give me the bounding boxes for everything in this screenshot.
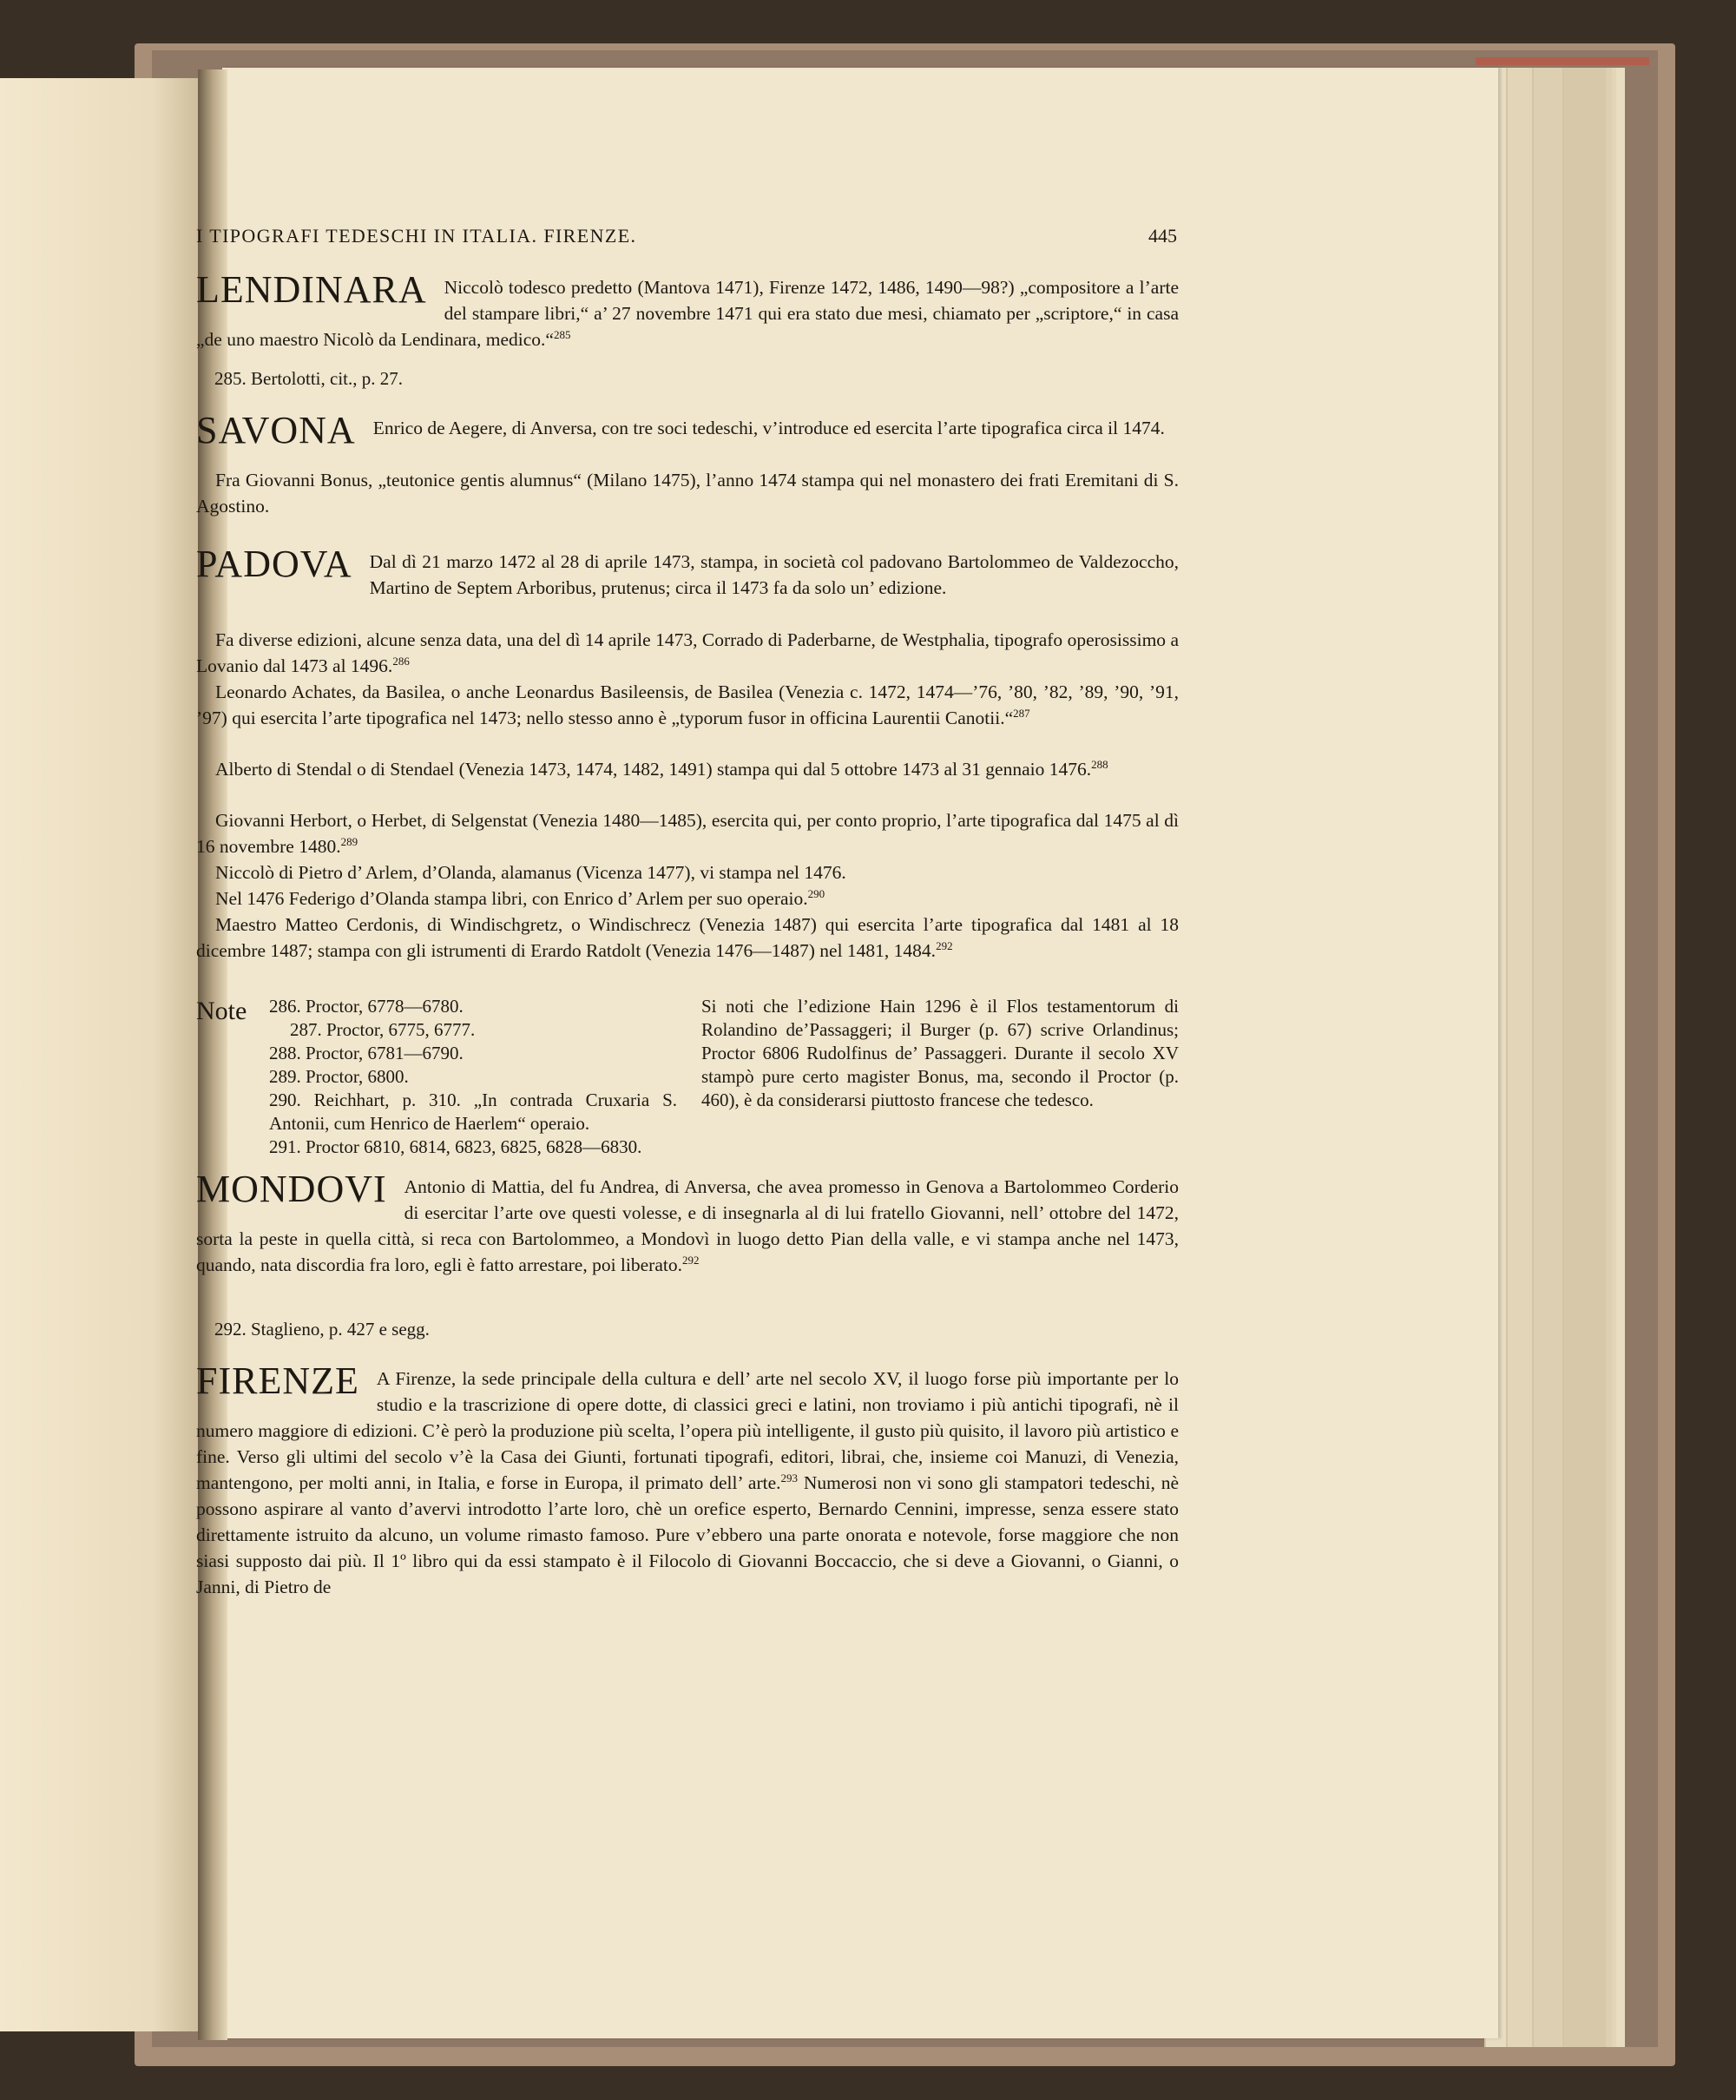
- note-item: 287. Proctor, 6775, 6777.: [290, 1019, 476, 1040]
- city-heading: FIRENZE: [196, 1359, 359, 1402]
- footnote-ref: 289: [340, 834, 358, 848]
- footnote-ref: 292: [936, 938, 953, 952]
- note-item: 291. Proctor 6810, 6814, 6823, 6825, 6828—6830.: [269, 1136, 642, 1157]
- book-gutter: [198, 69, 227, 2040]
- page-stack-edge: [1562, 68, 1606, 2047]
- paragraph: Maestro Matteo Cerdonis, di Windischgretz, o Windischrecz (Venezia 1487) qui esercita l’arte tipografica dal 1481 al 18 dicembre 1487; stampa con gli istrumenti di Erardo Ratdolt (Venezia 1476—1487) nel 1481, 1484.$^{292}$: [196, 914, 1179, 961]
- footnote-ref: 286: [392, 654, 410, 668]
- paragraph: Alberto di Stendal o di Stendael (Venezia 1473, 1474, 1482, 1491) stampa qui dal 5 ottobre 1473 al 31 gennaio 1476.$^{288}$: [215, 757, 1108, 780]
- red-page-edge: [1476, 57, 1649, 65]
- note-item: 288. Proctor, 6781—6790.: [269, 1043, 464, 1063]
- footnote-ref: 293: [780, 1471, 799, 1484]
- section-text: Numerosi non vi sono gli stampatori tedeschi, nè possono aspirare al vanto d’avervi introdotto l’arte loro, chè un orefice esperto, Bernardo Cennini, impresse, senza essere stato direttamente istruito da alcuno, un volume rimasto famoso. Pure v’ebbero una parte onorata e notevole, forse maggiore che non siasi supposto dai più. Il 1º libro qui da essi stampato è il Filocolo di Giovanni Boccaccio, che si deve a Giovanni, o Gianni, o Janni, di Pietro de: [196, 1472, 1179, 1597]
- paragraph: Leonardo Achates, da Basilea, o anche Leonardus Basileensis, de Basilea (Venezia c. 1472, 1474—’76, ’80, ’82, ’89, ’90, ’91, ’97) qui esercita l’arte tipografica nel 1473; nello stesso anno è „typorum fusor in officina Laurentii Canotii.“$^{287}$: [196, 681, 1179, 728]
- footnote-ref: 287: [1013, 706, 1030, 720]
- section-text: Enrico de Aegere, di Anversa, con tre soci tedeschi, v’introduce ed esercita l’arte tipografica circa il 1474.: [372, 418, 1165, 438]
- section-firenze: [196, 1359, 1179, 1600]
- city-heading: SAVONA: [196, 409, 356, 451]
- footnote-ref: 292: [681, 1253, 700, 1267]
- paragraph: Fa diverse edizioni, alcune senza data, una del dì 14 aprile 1473, Corrado di Paderbarne, de Westphalia, tipografo operosissimo a Lovanio dal 1473 al 1496.$^{286}$: [196, 629, 1179, 676]
- paragraph: Giovanni Herbort, o Herbet, di Selgenstat (Venezia 1480—1485), esercita qui, per conto proprio, l’arte tipografica dal 1475 al dì 16 novembre 1480.$^{289}$: [196, 810, 1179, 857]
- section-text: A Firenze, la sede principale della cultura e dell’ arte nel secolo XV, il luogo forse più importante per lo studio e la trascrizione di opere dotte, di classici greci e latini, non troviamo i più antichi tipografi, nè il numero maggiore di edizioni. C’è però la produzione più scelta, l’opera più intelligente, il gusto più quisito, il lavoro più artistico e fine. Verso gli ultimi del secolo v’è la Casa dei Giunti, fortunati tipografi, editori, librai, che, insieme coi Manuzi, di Venezia, mantengono, per molti anni, in Italia, e forse in Europa, il primato dell’ arte.: [196, 1368, 1179, 1493]
- city-heading: LENDINARA: [196, 268, 427, 311]
- section-text: Antonio di Mattia, del fu Andrea, di Anversa, che avea promesso in Genova a Bartolommeo Corderio di esercitar l’arte ove questi volesse, e di insegnarla al di lui fratello Giovanni, nell’ ottobre del 1472, sorta la peste in quella città, si reca con Bartolommeo, a Mondovì in luogo detto Pian della valle, e vi stampa anche nel 1473, quando, nata discordia fra loro, egli è fatto arrestare, poi liberato.: [196, 1176, 1179, 1275]
- section-text: Dal dì 21 marzo 1472 al 28 di aprile 1473, stampa, in società col padovano Bartolommeo de Valdezoccho, Martino de Septem Arboribus, prutenus; circa il 1473 fa da solo un’ edizione.: [369, 551, 1179, 598]
- paragraph: Niccolò di Pietro d’ Arlem, d’Olanda, alamanus (Vicenza 1477), vi stampa nel 1476.: [215, 862, 846, 883]
- footnote-ref: 290: [807, 886, 825, 900]
- section-mondovi: [196, 1168, 1179, 1278]
- section-lendinara: [196, 268, 1179, 352]
- section-text: Niccolò todesco predetto (Mantova 1471), Firenze 1472, 1486, 1490—98?) „compositore a l’arte del stampare libri,“ a’ 27 novembre 1471 qui era stato due mesi, chiamato per „scriptore,“ in casa „de uno maestro Nicolò da Lendinara, medico.“: [196, 277, 1179, 350]
- paragraph: Fra Giovanni Bonus, „teutonice gentis alumnus“ (Milano 1475), l’anno 1474 stampa qui nel monastero dei frati Eremitani di S. Agostino.: [196, 470, 1179, 517]
- page-number: 445: [1148, 225, 1177, 247]
- footnote: 285. Bertolotti, cit., p. 27.: [214, 368, 403, 389]
- notes-label: Note: [196, 997, 247, 1025]
- notes-left-column: [269, 995, 677, 1159]
- section-savona: [196, 409, 1179, 451]
- left-page-edge: [0, 78, 217, 2031]
- footnote: 292. Staglieno, p. 427 e segg.: [214, 1319, 430, 1340]
- city-heading: PADOVA: [196, 543, 352, 585]
- city-heading: MONDOVI: [196, 1168, 387, 1210]
- paragraph: Nel 1476 Federigo d’Olanda stampa libri, con Enrico d’ Arlem per suo operaio.$^{290}$: [215, 886, 825, 909]
- note-item: 290. Reichhart, p. 310. „In contrada Cruxaria S. Antonii, cum Henrico de Haerlem“ operaio.: [269, 1089, 677, 1134]
- note-item: 286. Proctor, 6778—6780.: [269, 996, 464, 1017]
- note-item: 289. Proctor, 6800.: [269, 1066, 409, 1087]
- section-padova: [196, 543, 1179, 601]
- footnote-ref: 288: [1091, 757, 1108, 771]
- running-title: I TIPOGRAFI TEDESCHI IN ITALIA. FIRENZE.: [196, 225, 637, 247]
- footnote-ref: 285: [553, 327, 571, 341]
- notes-right-column: Si noti che l’edizione Hain 1296 è il Flos testamentorum di Rolandino de’Passaggeri; il Burger (p. 67) scrive Orlandinus; Proctor 6806 Rudolfinus de’ Passaggeri. Durante il secolo XV stampò pure certo magister Bonus, ma, secondo il Proctor (p. 460), è da considerarsi piuttosto francese che tedesco.: [701, 996, 1179, 1110]
